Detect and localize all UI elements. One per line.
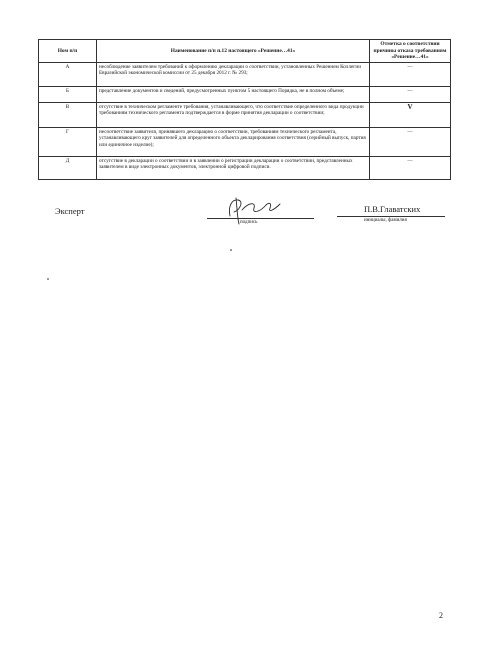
table-row xyxy=(39,156,451,179)
table-header-row xyxy=(39,40,451,63)
row-text: отсутствие в техническом регламенте требования, устанавливающего, что соответствие определенного вида продукции требованиям технического регламента подтверждается в форме принятия декларации о соответствии; xyxy=(97,102,370,127)
header-mark: Отметка о соответствии причины отказа требованиям «Решение…41» xyxy=(370,40,451,63)
refusal-reasons-table xyxy=(38,39,451,180)
signature-line xyxy=(207,218,314,219)
expert-name: П.В.Главатских xyxy=(364,204,421,214)
signature-caption: подпись xyxy=(240,220,258,225)
table-row xyxy=(39,86,451,102)
table-row xyxy=(39,102,451,127)
row-mark: — xyxy=(370,156,451,179)
name-line xyxy=(337,216,445,217)
header-number: Ном п/п xyxy=(39,40,97,63)
row-text: несоблюдение заявителем требований к оформлению декларации о соответствии, установленных Решением Коллегии Евразийской экономической комиссии от 25 декабря 2012 г. № 293; xyxy=(97,62,370,86)
table-row xyxy=(39,127,451,156)
row-text: несоответствие заявителя, принявшего декларацию о соответствии, требованиям технического регламента, устанавливающего круг заявителей для определенного объекта декларирования соответствия (серийный выпуск, партия или единичное изделие); xyxy=(97,127,370,156)
row-mark: V xyxy=(370,102,451,127)
scan-speck xyxy=(230,249,232,251)
name-caption: инициалы, фамилия xyxy=(364,218,407,223)
row-mark: — xyxy=(370,127,451,156)
row-letter: Д xyxy=(39,156,97,179)
row-text: отсутствие в декларации о соответствии и в заявлении о регистрации декларации о соответствии, представленных заявителем в виде электронных документов, электронной цифровой подписи. xyxy=(97,156,370,179)
scan-speck xyxy=(47,278,49,280)
page-number: 2 xyxy=(439,611,443,620)
row-letter: А xyxy=(39,62,97,86)
row-mark: — xyxy=(370,86,451,102)
row-letter: В xyxy=(39,102,97,127)
row-letter: Г xyxy=(39,127,97,156)
expert-label: Эксперт xyxy=(55,206,85,216)
header-name: Наименование п/п п.12 настоящего «Решение…41» xyxy=(97,40,370,63)
row-text: представление документов и сведений, предусмотренных пунктом 5 настоящего Порядка, не в полном объеме; xyxy=(97,86,370,102)
table-row xyxy=(39,62,451,86)
row-letter: Б xyxy=(39,86,97,102)
row-mark: — xyxy=(370,62,451,86)
